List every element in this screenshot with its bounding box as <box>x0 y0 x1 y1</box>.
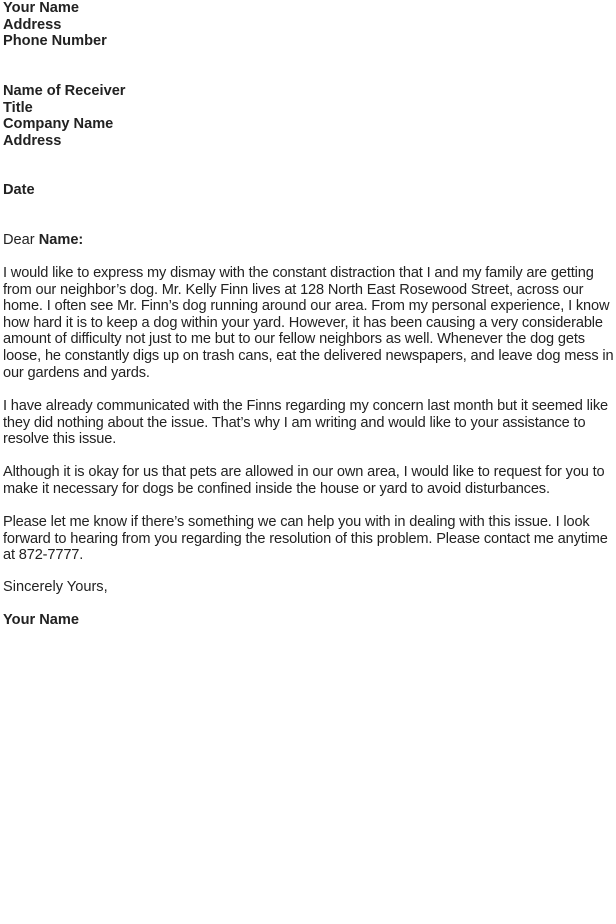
salutation-prefix: Dear <box>3 232 39 248</box>
salutation <box>3 232 83 249</box>
receiver-block <box>3 83 126 149</box>
closing: Sincerely Yours, <box>3 579 108 595</box>
body-paragraph-1: I would like to express my dismay with the constant distraction that I and my family are getting from our neighbor’s dog. Mr. Kelly Finn lives at 128 North East Rosewood Street, across our home. I often see Mr. Finn’s dog running around our area. From my personal experience, I know how hard it is to keep a dog within your yard. However, it has been causing a very considerable amount of difficulty not just to me but to our fellow neighbors as well. Whenever the dog gets loose, he constantly digs up on trash cans, eat the delivered newspapers, and leave dog mess in our gardens and yards. <box>3 265 614 381</box>
receiver-company: Company Name <box>3 116 114 133</box>
sender-block <box>3 0 107 50</box>
sender-phone: Phone Number <box>3 33 107 50</box>
body-paragraph-3: Although it is okay for us that pets are allowed in our own area, I would like to request for you to make it necessary for dogs be confined inside the house or yard to avoid disturbances. <box>3 464 605 497</box>
receiver-address: Address <box>3 132 62 149</box>
date-block <box>3 182 35 199</box>
receiver-name: Name of Receiver <box>3 83 126 99</box>
receiver-title: Title <box>3 99 33 116</box>
sender-address: Address <box>3 16 62 33</box>
body-paragraph-4: Please let me know if there’s something we can help you with in dealing with this issue. I look forward to hearing from you regarding the resolution of this problem. Please contact me anytime at 872-7777. <box>3 514 608 564</box>
date: Date <box>3 182 35 198</box>
body-paragraph-2: I have already communicated with the Finns regarding my concern last month but it seemed like they did nothing about the issue. That’s why I am writing and would like to your assistance to resolve this issue. <box>3 398 608 448</box>
salutation-name: Name: <box>38 232 84 248</box>
signature-name: Your Name <box>3 612 79 628</box>
closing-block <box>3 579 108 596</box>
signature-block <box>3 612 79 629</box>
sender-name: Your Name <box>3 0 79 16</box>
